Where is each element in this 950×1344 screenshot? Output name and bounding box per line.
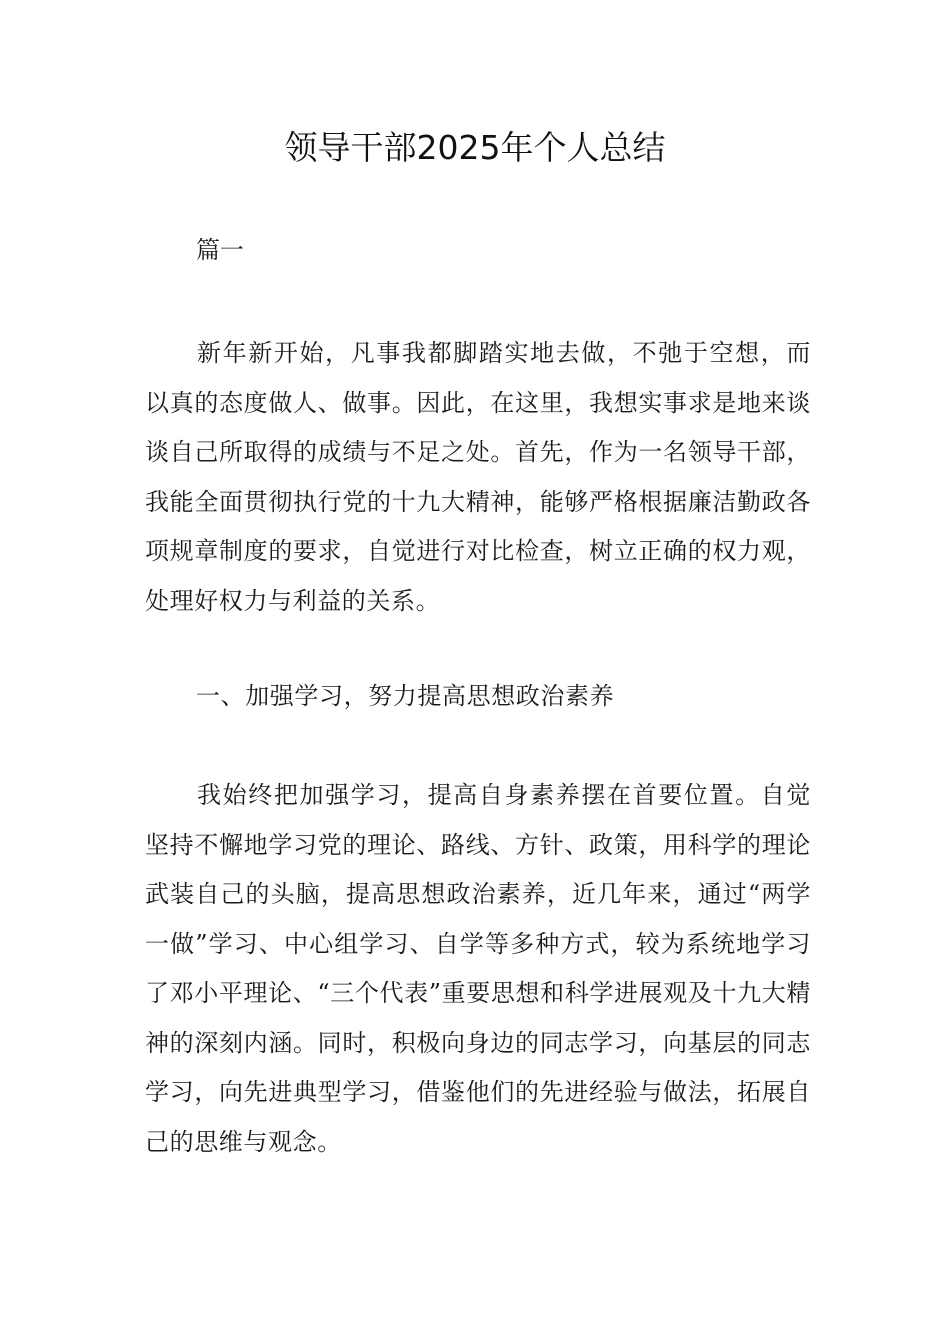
body-paragraph-study: 我始终把加强学习，提高自身素养摆在首要位置。自觉坚持不懈地学习党的理论、路线、方针、政策，用科学的理论武装自己的头脑，提高思想政治素养，近几年来，通过“两学一做”学习、中心组学习、自学等多种方式，较为系统地学习了邓小平理论、“三个代表”重要思想和科学进展观及十九大精神的深刻内涵。同时，积极向身边的同志学习，向基层的同志学习，向先进典型学习，借鉴他们的先进经验与做法，拓展自己的思维与观念。: [145, 781, 811, 1156]
section-heading: 一、加强学习，努力提高思想政治素养: [196, 682, 615, 710]
document-title: 领导干部2025年个人总结: [284, 128, 666, 167]
body-paragraph-intro: 新年新开始，凡事我都脚踏实地去做，不弛于空想，而以真的态度做人、做事。因此，在这里，我想实事求是地来谈谈自己所取得的成绩与不足之处。首先，作为一名领导干部，我能全面贯彻执行党的十九大精神，能够严格根据廉洁勤政各项规章制度的要求，自觉进行对比检查，树立正确的权力观，处理好权力与利益的关系。: [145, 339, 811, 615]
chapter-label: 篇一: [196, 236, 244, 264]
